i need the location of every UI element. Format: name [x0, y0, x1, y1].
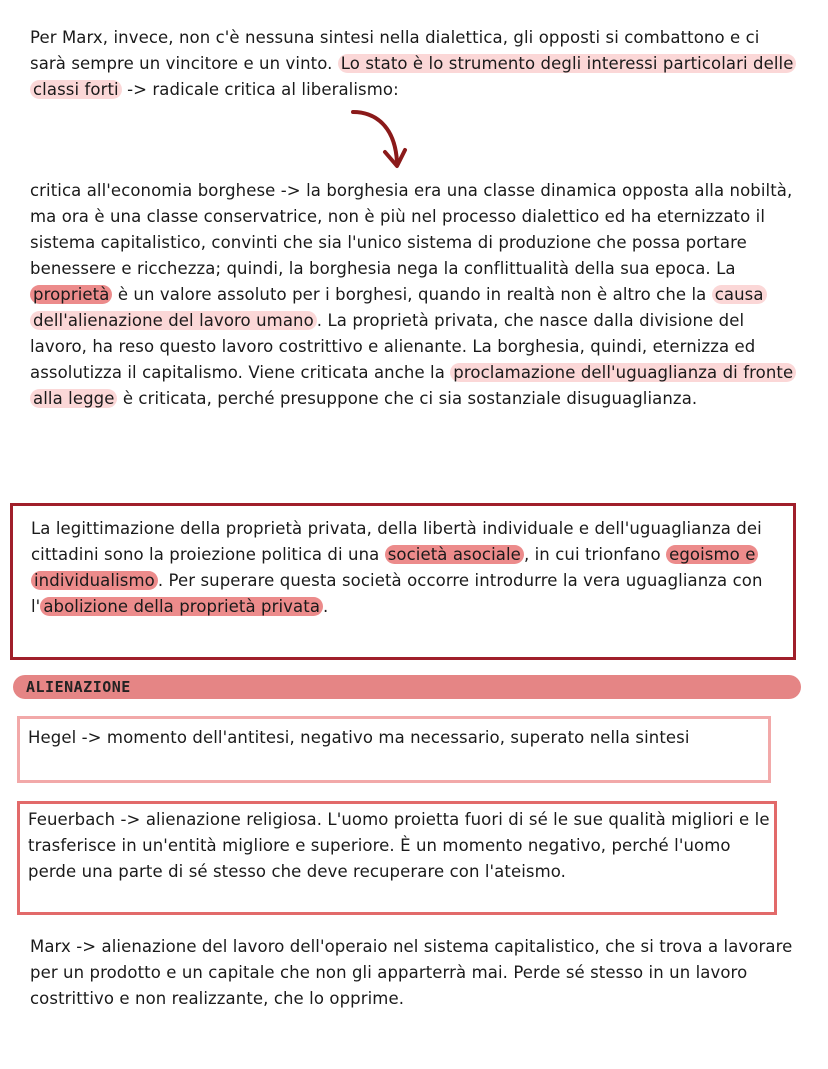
legittimazione-paragraph: [31, 516, 771, 620]
highlight-stato: Lo stato è lo strumento degli interessi particolari delle classi forti: [30, 54, 796, 99]
marx-alienazione-text: Marx -> alienazione del lavoro dell'operaio nel sistema capitalistico, che si trova a lavorare per un prodotto e un capitale che non gli apparterrà mai. Perde sé stesso in un lavoro costrittivo e non realizzante, che lo opprime.: [30, 937, 793, 1008]
economia-text-2: è un valore assoluto per i borghesi, quando in realtà non è altro che la: [112, 285, 712, 304]
highlight-egoismo: egoismo e individualismo: [31, 545, 758, 590]
economia-text-3: . La proprietà privata, che nasce dalla divisione del lavoro, ha reso questo lavoro costrittivo e alienante. La borghesia, quindi, eternizza ed assolutizza il capitalismo. Viene criticata anche la: [30, 311, 756, 382]
highlight-proclamazione: proclamazione dell'uguaglianza di fronte alla legge: [30, 363, 796, 408]
highlight-proprieta: proprietà: [30, 285, 112, 304]
feuerbach-box: [17, 801, 777, 915]
highlight-societa-asociale: società asociale: [385, 545, 524, 564]
intro-text-1: Per Marx, invece, non c'è nessuna sintesi nella dialettica, gli opposti si combattono e ci sarà sempre un vincitore e un vinto.: [30, 28, 760, 73]
feuerbach-text: Feuerbach -> alienazione religiosa. L'uomo proietta fuori di sé le sue qualità migliori e le trasferisce in un'entità migliore e superiore. È un momento negativo, perché l'uomo perde una parte di sé stesso che deve recuperare con l'ateismo.: [28, 810, 770, 881]
legittimazione-text-2: , in cui trionfano: [523, 545, 667, 564]
economia-paragraph: [30, 178, 800, 412]
hegel-text: Hegel -> momento dell'antitesi, negativo ma necessario, superato nella sintesi: [28, 728, 690, 747]
curved-arrow-down-icon: [345, 104, 415, 174]
highlight-causa-alienazione: causa dell'alienazione del lavoro umano: [30, 285, 767, 330]
section-heading-bar: [13, 675, 801, 699]
hegel-box: [17, 716, 771, 783]
legittimazione-text-3: . Per superare questa società occorre introdurre la vera uguaglianza con l': [31, 571, 763, 616]
economia-text-1: critica all'economia borghese -> la borghesia era una classe dinamica opposta alla nobiltà, ma ora è una classe conservatrice, non è più nel processo dialettico ed ha eternizzato il sistema capitalistico, convinti che sia l'unico sistema di produzione che possa portare benessere e ricchezza; quindi, la borghesia nega la conflittualità della sua epoca. La: [30, 181, 793, 278]
intro-text-2: -> radicale critica al liberalismo:: [121, 80, 399, 99]
economia-text-4: è criticata, perché presuppone che ci sia sostanziale disuguaglianza.: [117, 389, 698, 408]
section-heading: ALIENAZIONE: [26, 678, 131, 696]
legittimazione-text-1: La legittimazione della proprietà privata, della libertà individuale e dell'uguaglianza dei cittadini sono la proiezione politica di una: [31, 519, 762, 564]
legittimazione-text-4: .: [323, 597, 329, 616]
legittimazione-box: [10, 503, 796, 660]
highlight-abolizione: abolizione della proprietà privata: [40, 597, 323, 616]
intro-paragraph: [30, 25, 800, 103]
